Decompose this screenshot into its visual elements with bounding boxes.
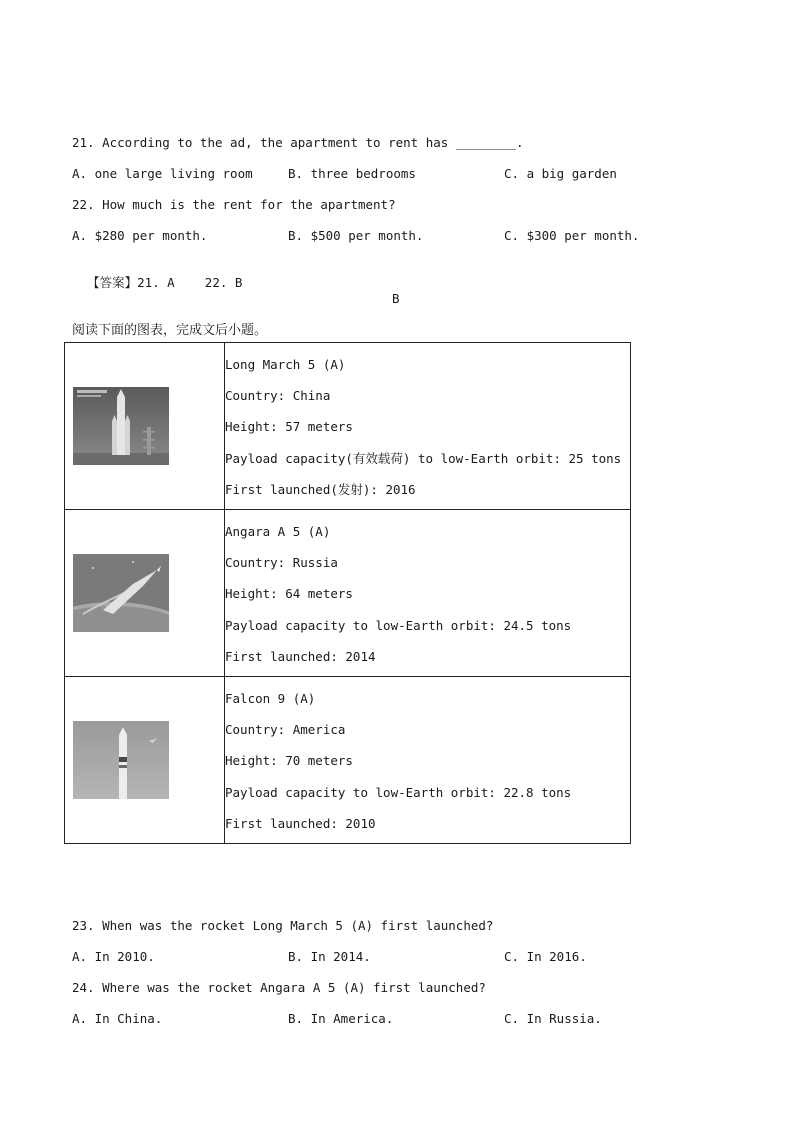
rocket-name: Falcon 9 (A) xyxy=(225,691,316,707)
rocket-height: Height: 64 meters xyxy=(225,586,353,602)
image-cell xyxy=(65,343,225,510)
table-row xyxy=(65,343,631,510)
question-21: 21. According to the ad, the apartment to rent has ________. xyxy=(72,135,524,150)
rocket-table xyxy=(64,342,631,844)
q24-option-b: B. In America. xyxy=(288,1011,394,1026)
info-cell xyxy=(225,343,631,510)
answer-label: 【答案】 xyxy=(87,275,138,290)
rocket-country: Country: China xyxy=(225,388,331,404)
rocket-launched: First launched: 2014 xyxy=(225,648,376,664)
info-cell xyxy=(225,677,631,844)
section-letter: B xyxy=(392,291,400,306)
rocket-country: Country: Russia xyxy=(225,555,338,571)
q23-option-a: A. In 2010. xyxy=(72,949,155,964)
q23-option-c: C. In 2016. xyxy=(504,949,587,964)
rocket-launched: First launched: 2010 xyxy=(225,815,376,831)
q22-option-b: B. $500 per month. xyxy=(288,228,424,243)
q21-option-a: A. one large living room xyxy=(72,166,253,181)
table-row xyxy=(65,510,631,677)
rocket-payload: Payload capacity to low-Earth orbit: 24.5 tons xyxy=(225,617,572,633)
rocket-height: Height: 70 meters xyxy=(225,753,353,769)
rocket-payload: Payload capacity(有效载荷) to low-Earth orbit: 25 tons xyxy=(225,450,622,466)
rocket-country: Country: America xyxy=(225,722,346,738)
q22-option-c: C. $300 per month. xyxy=(504,228,640,243)
q24-option-c: C. In Russia. xyxy=(504,1011,602,1026)
rocket-launchpad-photo xyxy=(73,387,169,465)
question-24: 24. Where was the rocket Angara A 5 (A) first launched? xyxy=(72,980,486,995)
section-instruction: 阅读下面的图表，完成文后小题。 xyxy=(72,323,268,338)
q22-option-a: A. $280 per month. xyxy=(72,228,208,243)
answer-text: 21. A 22. B xyxy=(137,275,243,290)
answer-line xyxy=(72,258,242,291)
question-22: 22. How much is the rent for the apartment? xyxy=(72,197,396,212)
rocket-payload: Payload capacity to low-Earth orbit: 22.8 tons xyxy=(225,784,572,800)
q23-option-b: B. In 2014. xyxy=(288,949,371,964)
rocket-name: Long March 5 (A) xyxy=(225,357,346,373)
info-cell xyxy=(225,510,631,677)
image-cell xyxy=(65,677,225,844)
rocket-height: Height: 57 meters xyxy=(225,419,353,435)
rocket-launched: First launched(发射): 2016 xyxy=(225,481,416,497)
image-cell xyxy=(65,510,225,677)
rocket-orbit-photo xyxy=(73,554,169,632)
rocket-name: Angara A 5 (A) xyxy=(225,524,331,540)
rocket-sky-photo xyxy=(73,721,169,799)
question-23: 23. When was the rocket Long March 5 (A) first launched? xyxy=(72,918,494,933)
q21-option-c: C. a big garden xyxy=(504,166,617,181)
q24-option-a: A. In China. xyxy=(72,1011,163,1026)
q21-option-b: B. three bedrooms xyxy=(288,166,416,181)
table-row xyxy=(65,677,631,844)
